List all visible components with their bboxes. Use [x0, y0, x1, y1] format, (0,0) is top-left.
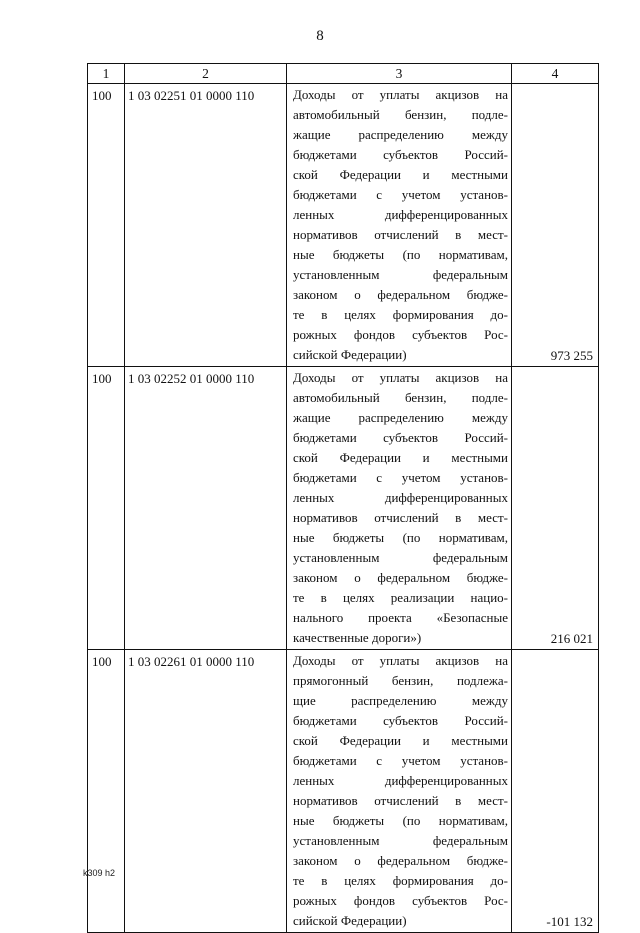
description-line: законом о федеральном бюдже- [293, 570, 508, 585]
amount-cell: -101 132 [512, 650, 599, 933]
description-line: бюджетами с учетом установ- [293, 470, 508, 485]
table-header-row [88, 64, 599, 84]
column-header-2: 2 [125, 64, 287, 84]
description-cell [287, 650, 512, 933]
description-line: Доходы от уплаты акцизов на [293, 370, 508, 385]
description-text [287, 367, 511, 649]
page-number: 8 [316, 28, 324, 44]
description-line: прямогонный бензин, подлежа- [293, 673, 508, 688]
description-cell [287, 84, 512, 367]
description-line: бюджетами субъектов Россий- [293, 713, 508, 728]
description-line: бюджетами с учетом установ- [293, 753, 508, 768]
description-line: бюджетами с учетом установ- [293, 187, 508, 202]
description-line: ные бюджеты (по нормативам, [293, 813, 508, 828]
admin-code-cell: 100 [88, 650, 125, 933]
description-line: Доходы от уплаты акцизов на [293, 653, 508, 668]
kbk-code-cell: 1 03 02251 01 0000 110 [125, 84, 287, 367]
description-line: качественные дороги») [293, 630, 422, 645]
description-line: законом о федеральном бюдже- [293, 287, 508, 302]
description-line: ные бюджеты (по нормативам, [293, 530, 508, 545]
description-line: нормативов отчислений в мест- [293, 227, 508, 242]
description-line: сийской Федерации) [293, 913, 407, 928]
description-line: те в целях формирования до- [293, 873, 508, 888]
amount-cell: 973 255 [512, 84, 599, 367]
description-line: нального проекта «Безопасные [293, 610, 508, 625]
description-line: установленным федеральным [293, 267, 508, 282]
description-line: нормативов отчислений в мест- [293, 793, 508, 808]
description-line: жащие распределению между [293, 127, 508, 142]
kbk-code-cell: 1 03 02252 01 0000 110 [125, 367, 287, 650]
description-line: установленным федеральным [293, 550, 508, 565]
description-line: Доходы от уплаты акцизов на [293, 87, 508, 102]
description-line: сийской Федерации) [293, 347, 407, 362]
description-line: жащие распределению между [293, 410, 508, 425]
description-line: автомобильный бензин, подле- [293, 390, 508, 405]
description-line: рожных фондов субъектов Рос- [293, 327, 508, 342]
description-line: ской Федерации и местными [293, 450, 508, 465]
revenue-table [87, 63, 599, 933]
description-line: автомобильный бензин, подле- [293, 107, 508, 122]
description-line: те в целях формирования до- [293, 307, 508, 322]
description-text [287, 650, 511, 932]
admin-code-cell: 100 [88, 367, 125, 650]
description-line: щие распределению между [293, 693, 508, 708]
description-line: ные бюджеты (по нормативам, [293, 247, 508, 262]
admin-code-cell: 100 [88, 84, 125, 367]
description-line: бюджетами субъектов Россий- [293, 147, 508, 162]
description-line: рожных фондов субъектов Рос- [293, 893, 508, 908]
description-line: ленных дифференцированных [293, 207, 508, 222]
table-row [88, 367, 599, 650]
description-line: ленных дифференцированных [293, 773, 508, 788]
description-line: ленных дифференцированных [293, 490, 508, 505]
description-line: нормативов отчислений в мест- [293, 510, 508, 525]
description-cell [287, 367, 512, 650]
table-row [88, 650, 599, 933]
description-line: ской Федерации и местными [293, 733, 508, 748]
description-line: те в целях реализации нацио- [293, 590, 508, 605]
description-line: ской Федерации и местными [293, 167, 508, 182]
amount-cell: 216 021 [512, 367, 599, 650]
column-header-1: 1 [88, 64, 125, 84]
column-header-4: 4 [512, 64, 599, 84]
kbk-code-cell: 1 03 02261 01 0000 110 [125, 650, 287, 933]
description-line: законом о федеральном бюдже- [293, 853, 508, 868]
column-header-3: 3 [287, 64, 512, 84]
description-line: установленным федеральным [293, 833, 508, 848]
description-text [287, 84, 511, 366]
description-line: бюджетами субъектов Россий- [293, 430, 508, 445]
document-code: k309 h2 [83, 868, 116, 878]
table-row [88, 84, 599, 367]
